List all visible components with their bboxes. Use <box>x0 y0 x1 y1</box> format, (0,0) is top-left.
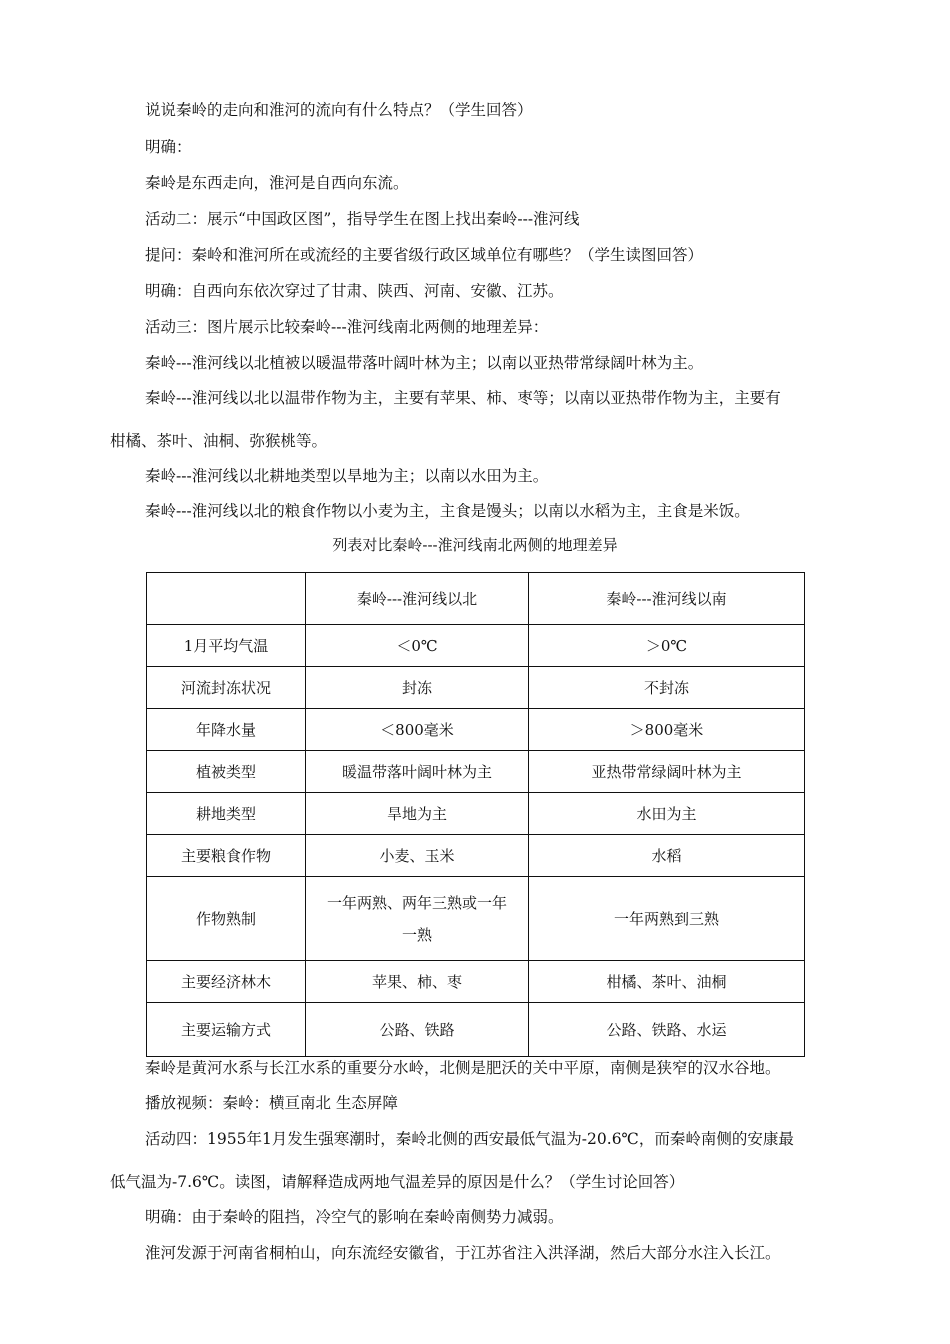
paragraph-crops <box>110 387 845 452</box>
table-cell: 一年两熟到三熟 <box>529 877 805 961</box>
paragraph-activity-four-line2: 低气温为-7.6℃。读图，请解释造成两地气温差异的原因是什么？（学生讨论回答） <box>110 1173 685 1191</box>
table-cell: 小麦、玉米 <box>306 835 529 877</box>
table-row <box>147 835 805 877</box>
table-cell-line: 一熟 <box>401 925 432 944</box>
table-cell: 主要粮食作物 <box>147 835 306 877</box>
paragraph-activity-four-line1: 活动四：1955年1月发生强寒潮时，秦岭北侧的西安最低气温为-20.6℃，而秦岭南侧的安康最 <box>145 1130 794 1148</box>
table-row <box>147 961 805 1003</box>
table-cell: 耕地类型 <box>147 793 306 835</box>
table-row <box>147 793 805 835</box>
table-cell: 封冻 <box>306 667 529 709</box>
table-header-cell <box>147 573 306 625</box>
paragraph-question: 说说秦岭的走向和淮河的流向有什么特点？（学生回答） <box>145 101 533 119</box>
paragraph-farmland: 秦岭---淮河线以北耕地类型以旱地为主；以南以水田为主。 <box>145 467 549 485</box>
table-cell-line: 一年两熟、两年三熟或一年 <box>326 893 507 912</box>
table-row <box>147 667 805 709</box>
table-cell: ＜800毫米 <box>306 709 529 751</box>
paragraph-activity-two: 活动二：展示“中国政区图”，指导学生在图上找出秦岭---淮河线 <box>145 210 580 228</box>
table-cell: 公路、铁路 <box>306 1003 529 1057</box>
table-cell: 主要运输方式 <box>147 1003 306 1057</box>
paragraph-food: 秦岭---淮河线以北的粮食作物以小麦为主，主食是馒头；以南以水稻为主，主食是米饭。 <box>145 502 750 520</box>
table-caption: 列表对比秦岭---淮河线南北两侧的地理差异 <box>332 536 618 554</box>
table-cell: 作物熟制 <box>147 877 306 961</box>
table-cell: 河流封冻状况 <box>147 667 306 709</box>
paragraph-video: 播放视频：秦岭：横亘南北 生态屏障 <box>145 1094 398 1112</box>
table-cell: 1月平均气温 <box>147 625 306 667</box>
paragraph-huai-river: 淮河发源于河南省桐柏山，向东流经安徽省，于江苏省注入洪泽湖，然后大部分水注入长江。 <box>145 1244 781 1262</box>
table-cell: 亚热带常绿阔叶林为主 <box>529 751 805 793</box>
paragraph-crops-line2: 柑橘、茶叶、油桐、弥猴桃等。 <box>110 432 328 450</box>
table-cell: 年降水量 <box>147 709 306 751</box>
table-row <box>147 709 805 751</box>
table-cell: 不封冻 <box>529 667 805 709</box>
table-row <box>147 877 805 961</box>
table-row <box>147 1003 805 1057</box>
table-cell-multiline <box>306 877 529 961</box>
paragraph-clarify-label: 明确： <box>145 138 192 156</box>
table-row <box>147 625 805 667</box>
table-cell: 公路、铁路、水运 <box>529 1003 805 1057</box>
table-cell: 水稻 <box>529 835 805 877</box>
comparison-table <box>146 572 805 1057</box>
paragraph-orientation: 秦岭是东西走向，淮河是自西向东流。 <box>145 174 409 192</box>
paragraph-crops-line1: 秦岭---淮河线以北以温带作物为主，主要有苹果、柿、枣等；以南以亚热带作物为主，主要有 <box>145 389 781 407</box>
paragraph-activity-four <box>110 1128 845 1193</box>
table-cell: ＞800毫米 <box>529 709 805 751</box>
paragraph-clarify-cold-air: 明确：由于秦岭的阻挡，冷空气的影响在秦岭南侧势力减弱。 <box>145 1208 564 1226</box>
table-cell: 苹果、柿、枣 <box>306 961 529 1003</box>
table-row <box>147 751 805 793</box>
table-header-row <box>147 573 805 625</box>
paragraph-provinces-answer: 明确：自西向东依次穿过了甘肃、陕西、河南、安徽、江苏。 <box>145 282 564 300</box>
table-header-cell: 秦岭---淮河线以北 <box>306 573 529 625</box>
table-cell: 水田为主 <box>529 793 805 835</box>
table-cell: 植被类型 <box>147 751 306 793</box>
table-header-cell: 秦岭---淮河线以南 <box>529 573 805 625</box>
paragraph-watershed: 秦岭是黄河水系与长江水系的重要分水岭，北侧是肥沃的关中平原，南侧是狭窄的汉水谷地。 <box>145 1059 781 1077</box>
table-cell: ＞0℃ <box>529 625 805 667</box>
paragraph-vegetation: 秦岭---淮河线以北植被以暖温带落叶阔叶林为主；以南以亚热带常绿阔叶林为主。 <box>145 354 704 372</box>
table-cell: ＜0℃ <box>306 625 529 667</box>
table-cell: 柑橘、茶叶、油桐 <box>529 961 805 1003</box>
paragraph-provinces-question: 提问：秦岭和淮河所在或流经的主要省级行政区域单位有哪些？（学生读图回答） <box>145 246 704 264</box>
table-cell: 暖温带落叶阔叶林为主 <box>306 751 529 793</box>
table-cell: 旱地为主 <box>306 793 529 835</box>
paragraph-activity-three: 活动三：图片展示比较秦岭---淮河线南北两侧的地理差异： <box>145 318 549 336</box>
table-cell: 主要经济林木 <box>147 961 306 1003</box>
